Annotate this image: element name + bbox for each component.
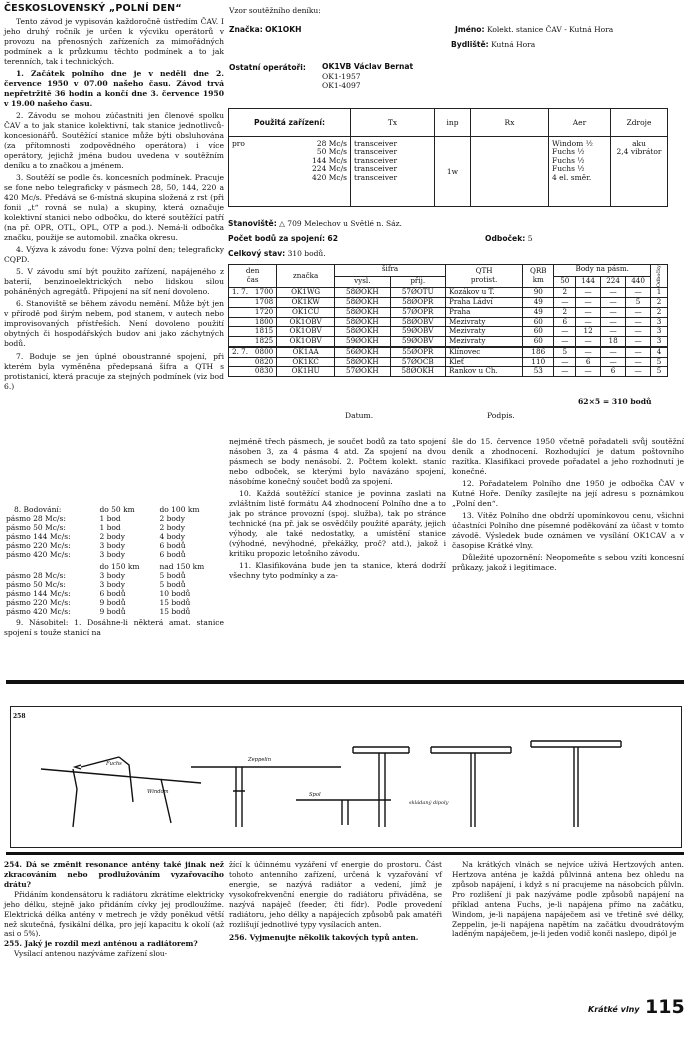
qso-den-cas: 0830 xyxy=(229,367,277,377)
qso-cell: OK1AA xyxy=(277,347,335,357)
scoring-row: pásmo 420 Mc/s: 3 body 6 bodů xyxy=(6,550,186,559)
qso-cell: 12 xyxy=(576,327,601,337)
rule-1: 1. Začátek polního dne je v neděli dne 2. července 1950 v 07.00 našeho času. Závod trvá nepřetržitě 36 hodin a končí dne 3. července 1950 v 19.00 našeho času. xyxy=(4,69,224,109)
qso-cell: OK1OBV xyxy=(277,317,335,327)
qso-cell: 2 xyxy=(651,297,668,307)
qso-header-body: Body na pásm. xyxy=(554,265,651,277)
label-zeppelin: Zeppelin xyxy=(248,757,272,763)
scoring-row: pásmo 144 Mc/s: 6 bodů 10 bodů xyxy=(6,589,191,598)
label-folded-dipole: skládaný dipoly xyxy=(409,800,449,806)
qso-cell: 5 xyxy=(554,347,576,357)
bottom-middle-column xyxy=(229,860,442,943)
qso-cell: OK1WG xyxy=(277,288,335,298)
important-note: Důležité upozornění: Neopomeňte s sebou vzíti koncesní průkazy, jakož i legitimace. xyxy=(452,553,684,573)
pocet-row: Počet bodů za spojení: 62 xyxy=(228,234,338,243)
qso-den-cas: 1825 xyxy=(229,337,277,347)
log-bydliste-row xyxy=(451,39,535,50)
qso-cell: 59ØOBV xyxy=(390,337,445,347)
beam-mast xyxy=(471,753,475,827)
qso-den-cas: 1720 xyxy=(229,307,277,317)
log-podpis: Podpis. xyxy=(487,411,515,420)
qso-cell: 49 xyxy=(523,297,554,307)
qso-cell: 58ØOKH xyxy=(335,327,390,337)
qso-cell: 58ØOKH xyxy=(335,357,390,367)
qso-cell: 6 xyxy=(601,367,626,377)
qso-cell: 57ØOPR xyxy=(390,307,445,317)
windom-feeder xyxy=(161,779,171,823)
eq-inp-cell: 1w xyxy=(435,137,471,207)
qso-cell: Mezivraty xyxy=(445,337,522,347)
qso-cell: — xyxy=(554,297,576,307)
qso-cell: — xyxy=(601,288,626,298)
journal-title: Krátké vlny xyxy=(588,1005,640,1014)
qso-cell: 58ØOKH xyxy=(335,297,390,307)
rule-12: 12. Pořadatelem Polního dne 1950 je odbočka ČAV v Kutné Hoře. Deníky zasílejte na její adresu s poznámkou „Polní den“. xyxy=(452,479,684,509)
qso-cell: 57ØOTU xyxy=(390,288,445,298)
scoring-row: pásmo 28 Mc/s: 1 bod 2 body xyxy=(6,514,185,523)
qso-cell: Kleť xyxy=(445,357,522,367)
jmeno-value: Kolekt. stanice ČAV - Kutná Hora xyxy=(486,25,614,34)
scoring-row: pásmo 50 Mc/s: 3 body 5 bodů xyxy=(6,580,186,589)
qso-den-cas: 2. 7. 0800 xyxy=(229,347,277,357)
scoring-header-over150: nad 150 km xyxy=(159,562,205,571)
eq-header-inp: inp xyxy=(435,109,471,137)
qso-cell: 59ØOKH xyxy=(335,337,390,347)
eq-header-aer: Aer xyxy=(549,109,611,137)
qso-cell: — xyxy=(626,337,651,347)
figure-divider xyxy=(6,852,684,855)
qso-cell: Praha xyxy=(445,307,522,317)
qso-den-cas: 1708 xyxy=(229,297,277,307)
qso-header-band-50: 50 xyxy=(554,276,576,288)
qso-cell: — xyxy=(576,317,601,327)
scoring-block xyxy=(4,505,224,638)
answer-256: Na krátkých vlnách se nejvíce užívá Hertzových anten. Hertzova anténa je každá půlvinná antena bez ohledu na způsob napájení, i když s ní pracujeme na násobcích půlvln. Pro rozlišení ji pak nazýváme podle způsobů napájení na příklad antena Fuchs, je-li napájena přímo na začátku, Windom, je-li napájena napáječem asi ve třetině své délky, Zeppelin, je-li napájena napětím na začátku dvoudrátovým laděným napáječem, je-li jeden vodič konči naslepo, dipól je xyxy=(452,860,684,939)
znacka-value: OK1OKH xyxy=(265,25,302,34)
qso-cell: — xyxy=(601,357,626,367)
qso-cell: 60 xyxy=(523,317,554,327)
windom-mast xyxy=(73,769,77,827)
odbocek-value: 5 xyxy=(527,234,533,243)
qso-cell: — xyxy=(576,367,601,377)
qso-header-prij: přij. xyxy=(390,276,445,288)
rule-5: 5. V závodu smí být použito zařízení, napájeného z baterií, benzinoelektrických nebo lidskou silou poháněných agregátů. Připojení na síť není dovoleno. xyxy=(4,267,224,297)
middle-column xyxy=(229,437,446,583)
qso-cell: 90 xyxy=(523,288,554,298)
qso-cell: 58ØOKH xyxy=(335,317,390,327)
znacka-label: Značka: xyxy=(229,25,263,34)
answer-254: Přidáním kondensátoru k radiátoru zkrátíme elektricky jeho délku, stejně jako přidáním cívky jej prodloužíme. Elektrická délka antény v metrech je vždy poněkud větší než skutečná, fysikální délka, pro její kapacitu k okolí (až asi o 5%). xyxy=(4,889,224,939)
log-total: 62×5 = 310 bodů xyxy=(578,397,652,406)
qso-header-qrb: QRB km xyxy=(523,265,554,288)
qso-cell: 58ØOBV xyxy=(390,317,445,327)
qso-cell: 55ØOPR xyxy=(390,347,445,357)
qso-row xyxy=(229,337,668,347)
answer-255: Vysílací antenou nazýváme zařízení slou- xyxy=(14,949,168,959)
qso-cell: Klínovec xyxy=(445,347,522,357)
folded-feeder xyxy=(379,753,385,827)
odbocek-row: Odboček: 5 xyxy=(485,234,533,243)
operator-2: OK1-1957 xyxy=(322,71,361,81)
celkovy-row: Celkový stav: 310 bodů. xyxy=(228,249,326,258)
equipment-table xyxy=(228,108,668,207)
question-256: 256. Vyjmenujte několik takových typů anten. xyxy=(229,933,419,943)
qso-cell: — xyxy=(576,337,601,347)
qso-cell: OK1CU xyxy=(277,307,335,317)
qso-cell: 58ØOKH xyxy=(335,307,390,317)
qso-cell: — xyxy=(626,288,651,298)
eq-header-rx: Rx xyxy=(471,109,549,137)
qso-cell: — xyxy=(626,357,651,367)
qso-cell: OK1KC xyxy=(277,357,335,367)
rule-2: 2. Závodu se mohou zúčastniti jen členové spolku ČAV a to jak stanice kolektivní, tak stanice jednotlivců-koncesionářů. Soutěžící stanice může býti obsluhována (za přítomnosti zodpovědného operátora) i více operátory, jejichž jména budou uvedena v soutěžním deníku a to značkou a jménem. xyxy=(4,111,224,171)
qso-body xyxy=(229,288,668,377)
eq-rx-cell xyxy=(471,137,549,207)
qso-cell: 1 xyxy=(651,288,668,298)
right-column xyxy=(452,437,684,575)
scoring-header-150: do 150 km xyxy=(99,562,140,571)
qso-cell: — xyxy=(576,297,601,307)
qso-den-cas: 1800 xyxy=(229,317,277,327)
zeppelin-feeder xyxy=(233,767,245,827)
scoring-row: pásmo 144 Mc/s: 2 body 4 body xyxy=(6,532,185,541)
log-vzor: Vzor soutěžního deníku: xyxy=(229,6,321,15)
stanoviste-value: △ 709 Melechov u Světlé n. Sáz. xyxy=(279,219,402,228)
qso-cell: — xyxy=(601,347,626,357)
qso-header-band-144: 144 xyxy=(576,276,601,288)
qso-cell: 53 xyxy=(523,367,554,377)
qso-cell: 3 xyxy=(651,317,668,327)
operator-1: OK1VB Václav Bernat xyxy=(322,62,414,71)
section-divider xyxy=(6,680,684,684)
qso-cell: 4 xyxy=(651,347,668,357)
scoring-row: pásmo 28 Mc/s: 3 body 5 bodů xyxy=(6,571,186,580)
qso-den-cas: 0820 xyxy=(229,357,277,367)
qso-header-band-224: 224 xyxy=(601,276,626,288)
question-255: 255. Jaký je rozdíl mezi anténou a radiátorem? xyxy=(4,939,198,949)
answer-255-continued: žící k účinnému vyzáření vf energie do prostoru. Část tohoto antenního zařízení, určená k vyzařování vf energie, se nazývá radiátor a vedení, jímž je vysokofrekvenční energie do radiátoru přiváděna, se nazývá napáječ (feeder, čti fídr). Podle provedení radiátoru, jeho délky a napájecích způsobů pak amatéři rozlišují jednotlivé typy vysílacích anten. xyxy=(229,860,442,929)
qso-cell: Mezivraty xyxy=(445,317,522,327)
bottom-left-column xyxy=(4,860,224,959)
twin-feeder xyxy=(574,747,578,827)
eq-aer-cell: Windom ½ Fuchs ½ Fuchs ½ Fuchs ½ 4 el. směr. xyxy=(549,137,611,207)
scoring-label: 8. Bodování: xyxy=(14,505,62,514)
rule-9: 9. Násobitel: 1. Dosáhne-li některá amat. stanice spojení s touže stanicí na xyxy=(4,618,224,638)
qso-cell: 3 xyxy=(651,337,668,347)
qso-header-den: den čas xyxy=(229,265,277,288)
qso-cell: 59ØOBV xyxy=(390,327,445,337)
eq-pro: pro xyxy=(232,139,245,148)
qso-cell: 57ØOCB xyxy=(390,357,445,367)
jmeno-label: Jméno: xyxy=(455,25,485,34)
qso-cell: OK1HU xyxy=(277,367,335,377)
qso-cell: — xyxy=(626,327,651,337)
article-title: ČESKOSLOVENSKÝ „POLNÍ DEN“ xyxy=(4,3,182,14)
qso-cell: 110 xyxy=(523,357,554,367)
scoring-table-near xyxy=(4,505,224,616)
eq-bands-cell: pro 28 Mc/s 50 Mc/s 144 Mc/s 224 Mc/s 420 Mc/s xyxy=(229,137,351,207)
qso-den-cas: 1. 7. 1700 xyxy=(229,288,277,298)
qso-cell: — xyxy=(626,347,651,357)
qso-cell: 18 xyxy=(601,337,626,347)
qso-cell: — xyxy=(626,317,651,327)
question-254: 254. Dá se změnit resonance antény také jinak než zkracováním nebo prodlužováním vyzařovacího drátu? xyxy=(4,860,224,889)
label-fuchs: Fuchs xyxy=(106,761,122,767)
rule-13: 13. Vítěz Polního dne obdrží upomínkovou cenu, všichni účastníci Polního dne písemné poděkování za účast v tomto závodě. Výsledek bude oznámen ve vysílání OK1CAV a v časopise Krátké vlny. xyxy=(452,511,684,551)
label-spol: Spol xyxy=(309,792,321,798)
log-ostatni-label: Ostatní operátoři: xyxy=(229,63,306,72)
bydliste-value: Kutná Hora xyxy=(491,40,536,49)
rule-10: 10. Každá soutěžící stanice je povinna zaslati na zvláštním listě formátu A4 zhodnocení Polního dne a to jak po stránce provozní (spoj. služba), tak po stránce technické (na př. jak se osvědčily použité aparáty, jejich výhody, ale také nedostatky, a umístění stanice (výhodné, nevýhodné, překážky, proč? atd.), jakož i kritiku propozic letošního závodu. xyxy=(229,489,446,559)
qso-cell: 58ØOPR xyxy=(390,297,445,307)
pocet-value: 62 xyxy=(327,234,338,243)
rule-3: 3. Soutěží se podle čs. koncesních podmínek. Pracuje se fone nebo telegraficky v pásmech 28, 50, 144, 220 a 420 Mc/s. Předává se 6-místná skupina složená z rst (při fonii „t“ rovná se nula) a skupiny, která označuje kolektivní stanici nebo odbočku, do které soutěžící patří (na př. OPR, OTL, OPL, OTP a pod.). Nemá-li odbočka značku, použije se automobil. značka okresu. xyxy=(4,173,224,243)
qso-header-qth: QTH protist. xyxy=(445,265,522,288)
qso-cell: 6 xyxy=(554,317,576,327)
qso-cell: — xyxy=(554,367,576,377)
operator-3: OK1-4097 xyxy=(322,81,361,91)
qso-header-odbocky: Odbočky xyxy=(651,265,668,288)
folded-dipole xyxy=(353,747,409,753)
scoring-row: pásmo 220 Mc/s: 9 bodů 15 bodů xyxy=(6,598,191,607)
qso-cell: OK1KW xyxy=(277,297,335,307)
eq-header-pouzita: Použitá zařízení: xyxy=(229,109,351,137)
qso-cell: 2 xyxy=(651,307,668,317)
log-datum: Datum. xyxy=(345,411,374,420)
qso-cell: — xyxy=(554,337,576,347)
twin-dipole xyxy=(531,741,621,747)
qso-cell: 56ØOKH xyxy=(335,347,390,357)
qso-cell: 186 xyxy=(523,347,554,357)
intro-paragraph: Tento závod je vypisován každoročně ústředím ČAV. I jeho druhý ročník je určen k výcviku operátorů v provozu na přenosných zařízeních za mimořádných podmínek a k průzkumu těchto podmínek a to jak terenních, tak i technických. xyxy=(4,17,224,67)
qso-cell: 5 xyxy=(651,357,668,367)
eq-tx-cell: transceiver transceiver transceiver transceiver transceiver xyxy=(351,137,435,207)
qso-cell: 60 xyxy=(523,327,554,337)
stanoviste-row: Stanoviště: △ 709 Melechov u Světlé n. Sáz. xyxy=(228,219,402,228)
qso-cell: 49 xyxy=(523,307,554,317)
qso-cell: 5 xyxy=(651,367,668,377)
scoring-row: pásmo 420 Mc/s: 9 bodů 15 bodů xyxy=(6,607,191,616)
celkovy-value: 310 bodů. xyxy=(287,249,326,258)
qso-cell: 3 xyxy=(651,327,668,337)
qso-cell: Rankov u Ch. xyxy=(445,367,522,377)
qso-cell: — xyxy=(601,317,626,327)
qso-header-sifra: šifra xyxy=(335,265,446,277)
qso-den-cas: 1815 xyxy=(229,327,277,337)
qso-header-band-440: 440 xyxy=(626,276,651,288)
rule-7: 7. Boduje se jen úplné oboustranné spojení, při kterém byla vyměněna předepsaná šifra a QTH s protistanicí, která pracuje za stejných podmínek (viz bod 6.) xyxy=(4,351,224,391)
eq-header-tx: Tx xyxy=(351,109,435,137)
qso-cell: 2 xyxy=(554,288,576,298)
log-ostatni-list xyxy=(322,62,413,91)
rule-11: 11. Klasifikována bude jen ta stanice, která dodrží všechny tyto podmínky a za- xyxy=(229,561,446,581)
qso-cell: — xyxy=(576,307,601,317)
qso-row xyxy=(229,347,668,357)
qso-row xyxy=(229,297,668,307)
page-number: 115 xyxy=(645,996,685,1018)
eq-zdroje-cell: aku 2,4 vibrátor xyxy=(611,137,668,207)
qso-cell: OK1OBV xyxy=(277,327,335,337)
qso-cell: 2 xyxy=(554,307,576,317)
antenna-figure xyxy=(10,706,682,848)
dipole-feeder xyxy=(342,800,348,825)
rule-11-continued: šle do 15. července 1950 včetně pořadateli svůj soutěžní deník a zhodnocení. Rozhodující je datum poštovního razítka. Klasifikaci provede pořadatel a jeho rozhodnutí je konečné. xyxy=(452,437,684,477)
log-znacka-row xyxy=(229,24,301,35)
eq-header-zdroje: Zdroje xyxy=(611,109,668,137)
qso-header-znacka: značka xyxy=(277,265,335,288)
qso-cell: — xyxy=(554,327,576,337)
antenna-diagram xyxy=(11,707,683,849)
qso-cell: — xyxy=(601,327,626,337)
qso-cell: — xyxy=(626,307,651,317)
qso-cell: — xyxy=(554,357,576,367)
qso-cell: 6 xyxy=(576,357,601,367)
scoring-header-100: do 100 km xyxy=(159,505,200,514)
qso-cell: — xyxy=(576,347,601,357)
scoring-row: pásmo 220 Mc/s: 3 body 6 bodů xyxy=(6,541,186,550)
qso-cell: 60 xyxy=(523,337,554,347)
qso-row xyxy=(229,367,668,377)
scoring-row: pásmo 50 Mc/s: 1 bod 2 body xyxy=(6,523,185,532)
rule-4: 4. Výzva k závodu fone: Výzva polní den; telegraficky CQPD. xyxy=(4,245,224,265)
bottom-right-column xyxy=(452,860,684,939)
log-jmeno-row xyxy=(455,24,613,35)
qso-cell: 58ØOKH xyxy=(390,367,445,377)
qso-cell: Mezivraty xyxy=(445,327,522,337)
qso-header-vysl: vysl. xyxy=(335,276,390,288)
fuchs-end xyxy=(75,765,81,769)
qso-row xyxy=(229,307,668,317)
figure-number: 258 xyxy=(13,713,26,720)
qso-cell: 5 xyxy=(626,297,651,307)
bydliste-label: Bydliště: xyxy=(451,40,489,49)
qso-cell: — xyxy=(626,367,651,377)
qso-row xyxy=(229,288,668,298)
qso-table xyxy=(228,264,668,377)
qso-cell: OK1OBV xyxy=(277,337,335,347)
qso-cell: — xyxy=(601,307,626,317)
label-windom: Windom xyxy=(147,789,169,795)
qso-cell: Praha Ládví xyxy=(445,297,522,307)
qso-cell: — xyxy=(576,288,601,298)
qso-cell: 57ØOKH xyxy=(335,367,390,377)
left-column xyxy=(4,17,224,394)
qso-cell: 58ØOKH xyxy=(335,288,390,298)
windom-wire xyxy=(41,769,201,783)
rule-6: 6. Stanoviště se během závodu nemění. Může být jen v přírodě pod širým nebem, pod stanem, v autech nebo improvisovaných přístřeších. Není dovoleno použití obytných či hospodářských budov ani jako záchytných bodů. xyxy=(4,299,224,349)
scoring-header-50: do 50 km xyxy=(99,505,135,514)
qso-cell: Kozákov u T. xyxy=(445,288,522,298)
beam-element xyxy=(431,747,511,753)
rule-9-continued: nejméně třech pásmech, je součet bodů za tato spojení násoben 3, za 4 pásma 4 atd. Za spojení na dvou pásmech se body nenásobí. 2. Počtem kolekt. stanic nebo odboček, se kterými bylo navázáno spojení, násobíme konečný součet bodů za spojení. xyxy=(229,437,446,487)
qso-cell: — xyxy=(601,297,626,307)
